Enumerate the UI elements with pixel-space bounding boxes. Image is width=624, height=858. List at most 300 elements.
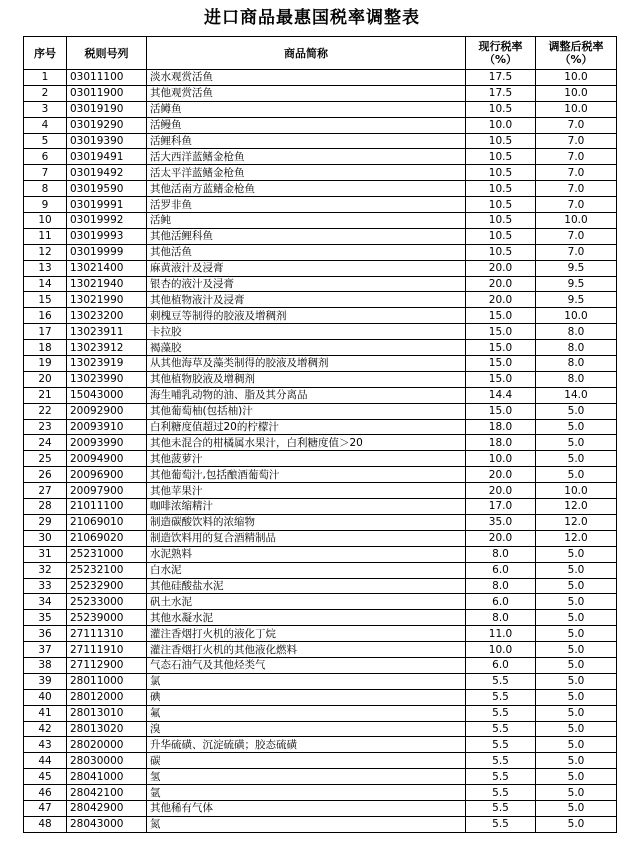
cell-code: 21011100	[67, 499, 147, 515]
table-row	[24, 499, 617, 515]
table-row	[24, 642, 617, 658]
header-seq: 序号	[24, 37, 67, 70]
cell-code: 25232900	[67, 578, 147, 594]
cell-adjusted-rate: 9.5	[536, 260, 617, 276]
cell-code: 13023911	[67, 324, 147, 340]
table-row	[24, 260, 617, 276]
cell-adjusted-rate: 5.0	[536, 594, 617, 610]
cell-code: 25239000	[67, 610, 147, 626]
table-body	[24, 70, 617, 833]
cell-name: 矾土水泥	[147, 594, 466, 610]
cell-name: 活鲀	[147, 213, 466, 229]
cell-code: 27111910	[67, 642, 147, 658]
cell-code: 20093990	[67, 435, 147, 451]
cell-seq: 7	[24, 165, 67, 181]
cell-current-rate: 20.0	[466, 276, 536, 292]
cell-name: 刺槐豆等制得的胶液及增稠剂	[147, 308, 466, 324]
cell-seq: 36	[24, 626, 67, 642]
cell-adjusted-rate: 8.0	[536, 340, 617, 356]
table-row	[24, 133, 617, 149]
table-row	[24, 673, 617, 689]
table-row	[24, 117, 617, 133]
header-row	[24, 37, 617, 70]
cell-adjusted-rate: 5.0	[536, 705, 617, 721]
cell-seq: 37	[24, 642, 67, 658]
cell-name: 咖啡浓缩精汁	[147, 499, 466, 515]
page-title: 进口商品最惠国税率调整表	[204, 8, 420, 28]
cell-current-rate: 5.5	[466, 769, 536, 785]
cell-code: 13021990	[67, 292, 147, 308]
cell-name: 碳	[147, 753, 466, 769]
table-row	[24, 419, 617, 435]
cell-code: 28030000	[67, 753, 147, 769]
cell-code: 20097900	[67, 483, 147, 499]
cell-current-rate: 10.0	[466, 117, 536, 133]
cell-current-rate: 20.0	[466, 530, 536, 546]
cell-current-rate: 8.0	[466, 610, 536, 626]
cell-name: 褐藻胶	[147, 340, 466, 356]
cell-current-rate: 6.0	[466, 594, 536, 610]
cell-adjusted-rate: 10.0	[536, 70, 617, 86]
cell-adjusted-rate: 7.0	[536, 197, 617, 213]
cell-code: 25231000	[67, 546, 147, 562]
cell-name: 其他水凝水泥	[147, 610, 466, 626]
header-current-unit: （%）	[483, 53, 518, 66]
cell-seq: 24	[24, 435, 67, 451]
cell-current-rate: 5.5	[466, 737, 536, 753]
cell-adjusted-rate: 9.5	[536, 292, 617, 308]
cell-code: 13021940	[67, 276, 147, 292]
cell-name: 白水泥	[147, 562, 466, 578]
table-row	[24, 753, 617, 769]
cell-seq: 1	[24, 70, 67, 86]
cell-name: 从其他海草及藻类制得的胶液及增稠剂	[147, 356, 466, 372]
cell-seq: 33	[24, 578, 67, 594]
cell-name: 淡水观赏活鱼	[147, 70, 466, 86]
table-row	[24, 467, 617, 483]
cell-current-rate: 17.5	[466, 85, 536, 101]
cell-seq: 23	[24, 419, 67, 435]
cell-name: 其他植物液汁及浸膏	[147, 292, 466, 308]
cell-name: 升华硫磺、沉淀硫磺；胶态硫磺	[147, 737, 466, 753]
cell-current-rate: 14.4	[466, 387, 536, 403]
cell-code: 03019190	[67, 101, 147, 117]
cell-seq: 2	[24, 85, 67, 101]
cell-seq: 9	[24, 197, 67, 213]
cell-adjusted-rate: 7.0	[536, 228, 617, 244]
table-row	[24, 705, 617, 721]
cell-seq: 19	[24, 356, 67, 372]
cell-adjusted-rate: 10.0	[536, 308, 617, 324]
table-row	[24, 149, 617, 165]
cell-code: 13023200	[67, 308, 147, 324]
cell-code: 15043000	[67, 387, 147, 403]
table-row	[24, 356, 617, 372]
cell-seq: 28	[24, 499, 67, 515]
table-row	[24, 562, 617, 578]
cell-name: 活太平洋蓝鳍金枪鱼	[147, 165, 466, 181]
cell-name: 其他菠萝汁	[147, 451, 466, 467]
table-row	[24, 816, 617, 832]
cell-name: 气态石油气及其他烃类气	[147, 657, 466, 673]
cell-name: 卡拉胶	[147, 324, 466, 340]
cell-name: 麻黄液汁及浸膏	[147, 260, 466, 276]
cell-adjusted-rate: 8.0	[536, 324, 617, 340]
cell-current-rate: 10.5	[466, 133, 536, 149]
cell-name: 白利糖度值超过20的柠檬汁	[147, 419, 466, 435]
cell-adjusted-rate: 5.0	[536, 785, 617, 801]
cell-code: 28041000	[67, 769, 147, 785]
cell-code: 27111310	[67, 626, 147, 642]
cell-adjusted-rate: 7.0	[536, 181, 617, 197]
cell-code: 20094900	[67, 451, 147, 467]
cell-code: 03019991	[67, 197, 147, 213]
cell-code: 20096900	[67, 467, 147, 483]
cell-current-rate: 35.0	[466, 514, 536, 530]
table-row	[24, 340, 617, 356]
table-header	[24, 37, 617, 70]
header-adjusted-label: 调整后税率	[548, 40, 604, 53]
cell-code: 21069020	[67, 530, 147, 546]
table-row	[24, 181, 617, 197]
cell-seq: 26	[24, 467, 67, 483]
cell-code: 13023990	[67, 371, 147, 387]
cell-seq: 12	[24, 244, 67, 260]
cell-name: 活罗非鱼	[147, 197, 466, 213]
cell-seq: 11	[24, 228, 67, 244]
cell-name: 氢	[147, 769, 466, 785]
cell-name: 活大西洋蓝鳍金枪鱼	[147, 149, 466, 165]
cell-seq: 38	[24, 657, 67, 673]
cell-current-rate: 5.5	[466, 800, 536, 816]
cell-current-rate: 6.0	[466, 657, 536, 673]
cell-name: 灌注香烟打火机的液化丁烷	[147, 626, 466, 642]
cell-seq: 6	[24, 149, 67, 165]
cell-adjusted-rate: 5.0	[536, 419, 617, 435]
cell-name: 其他稀有气体	[147, 800, 466, 816]
cell-current-rate: 15.0	[466, 403, 536, 419]
header-adjusted-rate	[536, 37, 617, 70]
cell-current-rate: 17.5	[466, 70, 536, 86]
table-row	[24, 626, 617, 642]
cell-code: 28020000	[67, 737, 147, 753]
table-row	[24, 228, 617, 244]
table-row	[24, 324, 617, 340]
cell-adjusted-rate: 5.0	[536, 435, 617, 451]
cell-code: 03011100	[67, 70, 147, 86]
table-row	[24, 197, 617, 213]
cell-code: 21069010	[67, 514, 147, 530]
cell-adjusted-rate: 5.0	[536, 626, 617, 642]
cell-current-rate: 10.5	[466, 181, 536, 197]
cell-seq: 41	[24, 705, 67, 721]
table-row	[24, 387, 617, 403]
cell-code: 28042100	[67, 785, 147, 801]
cell-adjusted-rate: 7.0	[536, 117, 617, 133]
cell-name: 溴	[147, 721, 466, 737]
cell-seq: 18	[24, 340, 67, 356]
cell-seq: 21	[24, 387, 67, 403]
cell-adjusted-rate: 7.0	[536, 149, 617, 165]
cell-current-rate: 20.0	[466, 483, 536, 499]
cell-code: 28012000	[67, 689, 147, 705]
cell-seq: 44	[24, 753, 67, 769]
cell-adjusted-rate: 5.0	[536, 816, 617, 832]
cell-code: 03019390	[67, 133, 147, 149]
cell-seq: 22	[24, 403, 67, 419]
cell-adjusted-rate: 5.0	[536, 562, 617, 578]
cell-current-rate: 8.0	[466, 546, 536, 562]
cell-seq: 31	[24, 546, 67, 562]
table-row	[24, 721, 617, 737]
cell-current-rate: 10.0	[466, 451, 536, 467]
cell-code: 20092900	[67, 403, 147, 419]
cell-seq: 5	[24, 133, 67, 149]
cell-adjusted-rate: 5.0	[536, 546, 617, 562]
table-row	[24, 165, 617, 181]
cell-code: 20093910	[67, 419, 147, 435]
cell-seq: 45	[24, 769, 67, 785]
cell-adjusted-rate: 5.0	[536, 800, 617, 816]
table-row	[24, 403, 617, 419]
cell-name: 海生哺乳动物的油、脂及其分离品	[147, 387, 466, 403]
header-current-label: 现行税率	[478, 40, 523, 53]
cell-seq: 48	[24, 816, 67, 832]
cell-name: 氮	[147, 816, 466, 832]
cell-name: 其他活南方蓝鳍金枪鱼	[147, 181, 466, 197]
table-row	[24, 514, 617, 530]
cell-code: 03019492	[67, 165, 147, 181]
cell-current-rate: 15.0	[466, 371, 536, 387]
cell-code: 28042900	[67, 800, 147, 816]
table-row	[24, 689, 617, 705]
cell-seq: 30	[24, 530, 67, 546]
cell-code: 28013010	[67, 705, 147, 721]
cell-current-rate: 10.0	[466, 642, 536, 658]
cell-current-rate: 10.5	[466, 244, 536, 260]
cell-name: 氯	[147, 673, 466, 689]
cell-seq: 25	[24, 451, 67, 467]
cell-name: 其他植物胶液及增稠剂	[147, 371, 466, 387]
cell-current-rate: 5.5	[466, 673, 536, 689]
cell-current-rate: 10.5	[466, 149, 536, 165]
cell-name: 制造饮料用的复合酒精制品	[147, 530, 466, 546]
table-row	[24, 308, 617, 324]
cell-current-rate: 15.0	[466, 308, 536, 324]
table-row	[24, 435, 617, 451]
cell-seq: 34	[24, 594, 67, 610]
cell-adjusted-rate: 8.0	[536, 356, 617, 372]
table-row	[24, 610, 617, 626]
cell-adjusted-rate: 5.0	[536, 451, 617, 467]
table-row	[24, 292, 617, 308]
cell-seq: 8	[24, 181, 67, 197]
cell-seq: 47	[24, 800, 67, 816]
cell-seq: 29	[24, 514, 67, 530]
table-row	[24, 213, 617, 229]
tariff-table	[23, 36, 617, 833]
cell-adjusted-rate: 5.0	[536, 737, 617, 753]
header-current-rate	[466, 37, 536, 70]
cell-current-rate: 10.5	[466, 197, 536, 213]
table-row	[24, 546, 617, 562]
cell-code: 28043000	[67, 816, 147, 832]
cell-adjusted-rate: 12.0	[536, 499, 617, 515]
cell-name: 氩	[147, 785, 466, 801]
cell-current-rate: 20.0	[466, 260, 536, 276]
cell-code: 03019290	[67, 117, 147, 133]
cell-adjusted-rate: 10.0	[536, 101, 617, 117]
cell-seq: 3	[24, 101, 67, 117]
cell-seq: 39	[24, 673, 67, 689]
cell-adjusted-rate: 5.0	[536, 769, 617, 785]
cell-current-rate: 11.0	[466, 626, 536, 642]
cell-seq: 42	[24, 721, 67, 737]
cell-code: 13023919	[67, 356, 147, 372]
cell-code: 13021400	[67, 260, 147, 276]
cell-current-rate: 18.0	[466, 419, 536, 435]
table-row	[24, 737, 617, 753]
cell-code: 03019999	[67, 244, 147, 260]
cell-name: 制造碳酸饮料的浓缩物	[147, 514, 466, 530]
cell-current-rate: 15.0	[466, 324, 536, 340]
cell-current-rate: 10.5	[466, 228, 536, 244]
cell-name: 活鳗鱼	[147, 117, 466, 133]
cell-code: 25233000	[67, 594, 147, 610]
cell-current-rate: 18.0	[466, 435, 536, 451]
cell-current-rate: 5.5	[466, 721, 536, 737]
cell-name: 其他活鲤科鱼	[147, 228, 466, 244]
cell-adjusted-rate: 5.0	[536, 403, 617, 419]
header-adjusted-unit: （%）	[559, 53, 593, 66]
table-row	[24, 800, 617, 816]
cell-adjusted-rate: 5.0	[536, 467, 617, 483]
cell-seq: 43	[24, 737, 67, 753]
cell-adjusted-rate: 12.0	[536, 530, 617, 546]
cell-seq: 46	[24, 785, 67, 801]
cell-adjusted-rate: 12.0	[536, 514, 617, 530]
cell-adjusted-rate: 10.0	[536, 85, 617, 101]
cell-adjusted-rate: 10.0	[536, 213, 617, 229]
cell-current-rate: 10.5	[466, 213, 536, 229]
cell-adjusted-rate: 5.0	[536, 657, 617, 673]
header-code: 税则号列	[67, 37, 147, 70]
cell-seq: 4	[24, 117, 67, 133]
cell-code: 25232100	[67, 562, 147, 578]
cell-seq: 14	[24, 276, 67, 292]
cell-name: 其他活鱼	[147, 244, 466, 260]
cell-seq: 32	[24, 562, 67, 578]
cell-name: 其他葡萄汁,包括酿酒葡萄汁	[147, 467, 466, 483]
table-row	[24, 657, 617, 673]
table-row	[24, 70, 617, 86]
cell-current-rate: 5.5	[466, 705, 536, 721]
cell-adjusted-rate: 14.0	[536, 387, 617, 403]
cell-adjusted-rate: 7.0	[536, 133, 617, 149]
cell-current-rate: 6.0	[466, 562, 536, 578]
cell-name: 活鳟鱼	[147, 101, 466, 117]
cell-current-rate: 20.0	[466, 292, 536, 308]
cell-seq: 27	[24, 483, 67, 499]
table-row	[24, 244, 617, 260]
table-row	[24, 578, 617, 594]
cell-seq: 13	[24, 260, 67, 276]
cell-current-rate: 17.0	[466, 499, 536, 515]
cell-name: 氟	[147, 705, 466, 721]
cell-current-rate: 10.5	[466, 101, 536, 117]
table-row	[24, 483, 617, 499]
table-row	[24, 451, 617, 467]
cell-code: 27112900	[67, 657, 147, 673]
cell-adjusted-rate: 9.5	[536, 276, 617, 292]
cell-adjusted-rate: 7.0	[536, 244, 617, 260]
cell-adjusted-rate: 5.0	[536, 673, 617, 689]
cell-adjusted-rate: 5.0	[536, 721, 617, 737]
cell-code: 28011000	[67, 673, 147, 689]
cell-name: 其他苹果汁	[147, 483, 466, 499]
cell-current-rate: 15.0	[466, 340, 536, 356]
cell-current-rate: 5.5	[466, 689, 536, 705]
cell-current-rate: 5.5	[466, 785, 536, 801]
table-row	[24, 785, 617, 801]
cell-current-rate: 5.5	[466, 753, 536, 769]
cell-name: 碘	[147, 689, 466, 705]
cell-adjusted-rate: 7.0	[536, 165, 617, 181]
cell-code: 03019590	[67, 181, 147, 197]
table-row	[24, 101, 617, 117]
cell-name: 其他未混合的柑橘属水果汁，白利糖度值＞20	[147, 435, 466, 451]
cell-adjusted-rate: 5.0	[536, 578, 617, 594]
cell-code: 03019491	[67, 149, 147, 165]
cell-seq: 15	[24, 292, 67, 308]
cell-code: 03019993	[67, 228, 147, 244]
table-row	[24, 371, 617, 387]
cell-name: 活鲤科鱼	[147, 133, 466, 149]
cell-code: 03019992	[67, 213, 147, 229]
cell-seq: 16	[24, 308, 67, 324]
cell-current-rate: 5.5	[466, 816, 536, 832]
cell-adjusted-rate: 5.0	[536, 753, 617, 769]
cell-current-rate: 20.0	[466, 467, 536, 483]
table-row	[24, 85, 617, 101]
table-row	[24, 594, 617, 610]
cell-code: 28013020	[67, 721, 147, 737]
table-row	[24, 530, 617, 546]
cell-adjusted-rate: 5.0	[536, 642, 617, 658]
cell-name: 其他观赏活鱼	[147, 85, 466, 101]
cell-seq: 40	[24, 689, 67, 705]
cell-code: 13023912	[67, 340, 147, 356]
cell-current-rate: 15.0	[466, 356, 536, 372]
table-row	[24, 276, 617, 292]
cell-seq: 35	[24, 610, 67, 626]
cell-name: 灌注香烟打火机的其他液化燃料	[147, 642, 466, 658]
cell-name: 其他葡萄柚(包括柚)汁	[147, 403, 466, 419]
cell-code: 03011900	[67, 85, 147, 101]
cell-name: 其他硅酸盐水泥	[147, 578, 466, 594]
cell-name: 银杏的液汁及浸膏	[147, 276, 466, 292]
cell-seq: 10	[24, 213, 67, 229]
cell-seq: 20	[24, 371, 67, 387]
table-row	[24, 769, 617, 785]
cell-adjusted-rate: 5.0	[536, 689, 617, 705]
cell-seq: 17	[24, 324, 67, 340]
cell-current-rate: 8.0	[466, 578, 536, 594]
cell-adjusted-rate: 8.0	[536, 371, 617, 387]
cell-adjusted-rate: 10.0	[536, 483, 617, 499]
header-name: 商品简称	[147, 37, 466, 70]
cell-name: 水泥熟料	[147, 546, 466, 562]
